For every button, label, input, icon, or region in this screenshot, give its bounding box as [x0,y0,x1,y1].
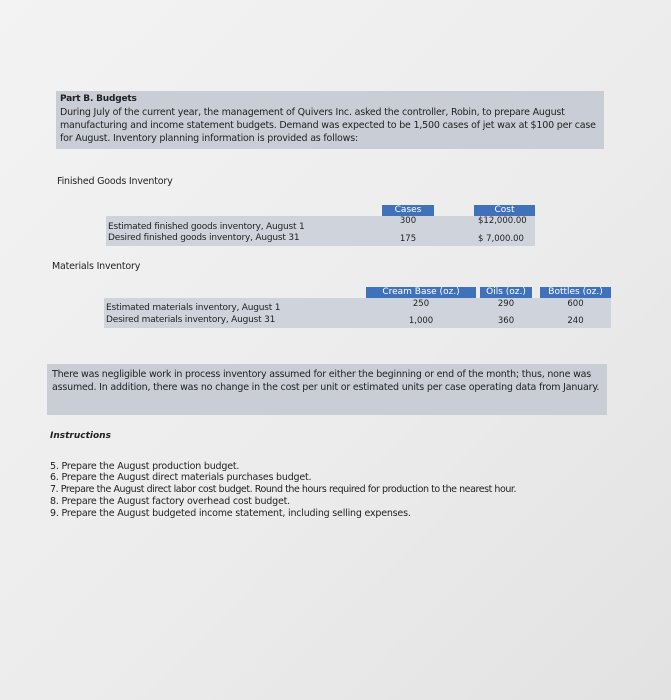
instruction-item: 6. Prepare the August direct materials purchases budget. [50,472,312,483]
note-block [47,364,607,415]
intro-block [56,91,604,149]
mat-row-label: Estimated materials inventory, August 1 [106,303,281,313]
instruction-item: 8. Prepare the August factory overhead cost budget. [50,496,290,507]
instruction-item: 9. Prepare the August budgeted income statement, including selling expenses. [50,508,411,519]
mat-row-cream: 250 [412,299,430,309]
instruction-item: 7. Prepare the August direct labor cost budget. Round the hours required for production to the nearest hour. [50,484,517,495]
instruction-item: 5. Prepare the August production budget. [50,461,240,472]
fg-row-cost: $ 7,000.00 [478,234,524,244]
fg-row-label: Desired finished goods inventory, August 31 [108,233,300,243]
mat-row-cream: 1,000 [408,316,434,326]
intro-paragraph: During July of the current year, the management of Quivers Inc. asked the controller, Robin, to prepare August manufacturing and income statement budgets. Demand was expected to be 1,500 cases of jet wax at $100 per case for August. Inventory planning information is provided as follows: [60,107,596,144]
mat-header-cream: Cream Base (oz.) [366,287,476,298]
mat-row-bottles: 240 [567,316,584,326]
fg-row-cases: 300 [399,216,417,226]
part-heading: Part B. Budgets [60,94,137,104]
fg-row-label: Estimated finished goods inventory, August 1 [108,222,305,232]
mat-header-bottles: Bottles (oz.) [540,287,611,298]
instructions-title: Instructions [50,431,111,441]
fg-header-cost: Cost [474,205,535,216]
note-paragraph: There was negligible work in process inventory assumed for either the beginning or end of the month; thus, none was assumed. In addition, there was no change in the cost per unit or estimated units per case operating data from January. [52,369,600,393]
mat-row-label: Desired materials inventory, August 31 [106,315,276,325]
mat-row-bottles: 600 [567,299,584,309]
fg-row-cost: $12,000.00 [478,216,527,226]
materials-title: Materials Inventory [52,261,141,272]
fg-header-cases: Cases [382,205,434,216]
mat-row-oils: 290 [497,299,515,309]
finished-goods-title: Finished Goods Inventory [57,176,173,187]
mat-header-oils: Oils (oz.) [480,287,532,298]
fg-row-cases: 175 [399,234,417,244]
mat-row-oils: 360 [497,316,515,326]
